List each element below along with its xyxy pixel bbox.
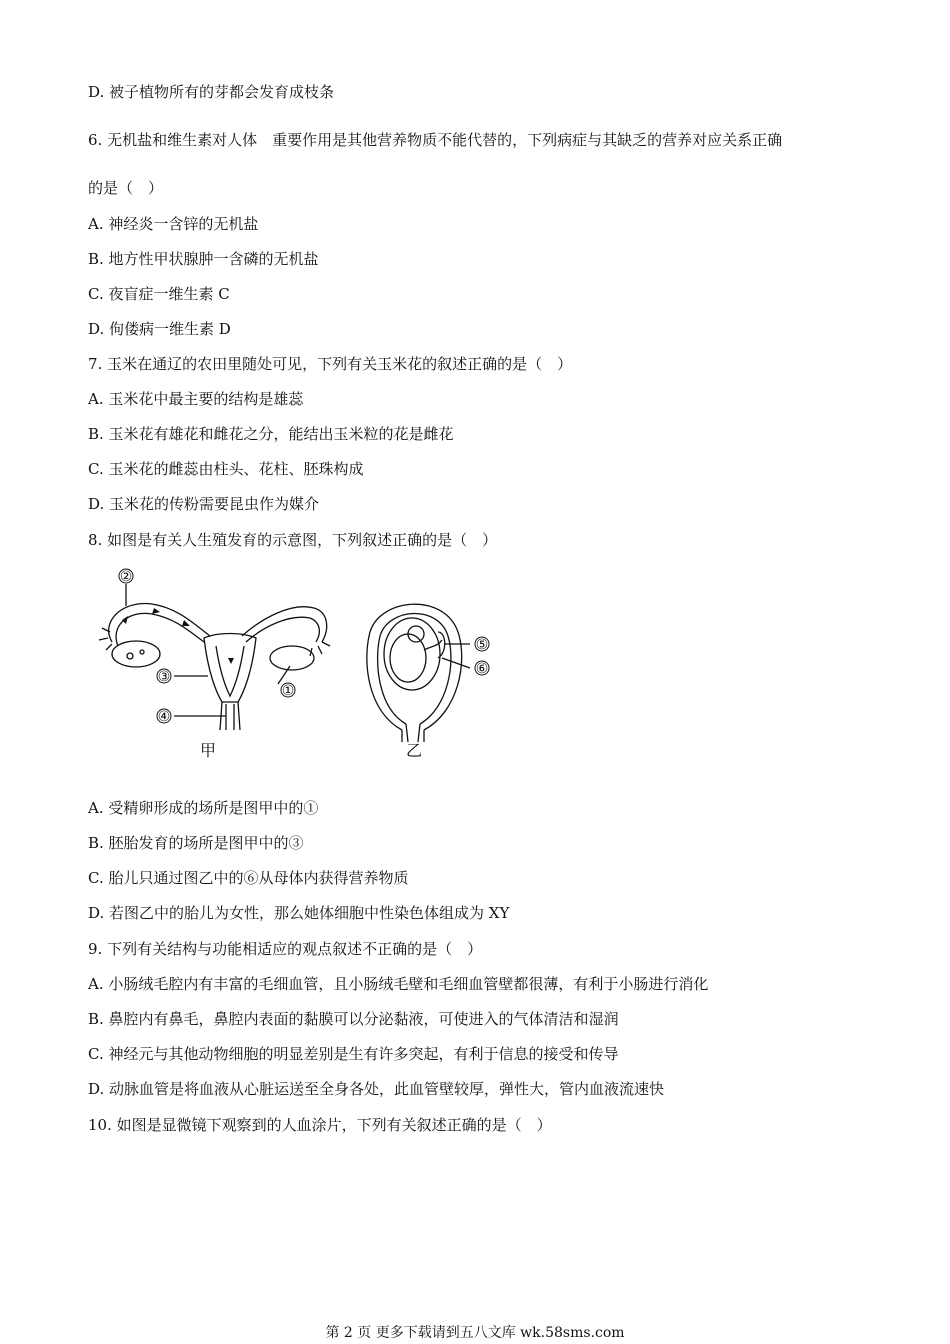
label-4: ④ bbox=[157, 709, 171, 725]
q6-option-c: C. 夜盲症一维生素 C bbox=[88, 285, 230, 303]
amniotic-sac bbox=[384, 618, 440, 690]
q6-option-b: B. 地方性甲状腺肿一含磷的无机盐 bbox=[88, 250, 319, 268]
label-6: ⑥ bbox=[475, 661, 489, 677]
right-fallopian-tube bbox=[242, 607, 327, 642]
page-footer: 第 2 页 更多下载请到五八文库 wk.58sms.com bbox=[325, 1325, 625, 1341]
right-fallopian-tube-inner bbox=[246, 617, 319, 642]
q6-option-d: D. 佝偻病一维生素 D bbox=[88, 320, 231, 338]
follicle-mark bbox=[127, 653, 133, 659]
reproduction-diagram bbox=[92, 562, 512, 772]
label-5: ⑤ bbox=[475, 637, 489, 653]
q8-option-d: D. 若图乙中的胎儿为女性，那么她体细胞中性染色体组成为 XY bbox=[88, 904, 510, 922]
q8-stem: 8. 如图是有关人生殖发育的示意图，下列叙述正确的是（ ） bbox=[88, 531, 498, 549]
q7-stem: 7. 玉米在通辽的农田里随处可见，下列有关玉米花的叙述正确的是（ ） bbox=[88, 355, 573, 373]
caption-yi: 乙 bbox=[405, 741, 423, 760]
q6-stem-cont: 的是（ ） bbox=[88, 179, 164, 197]
q9-stem: 9. 下列有关结构与功能相适应的观点叙述不正确的是（ ） bbox=[88, 940, 483, 958]
q9-option-c: C. 神经元与其他动物细胞的明显差别是生有许多突起，有利于信息的接受和传导 bbox=[88, 1045, 619, 1063]
vagina-inner bbox=[226, 704, 234, 730]
q9-option-d: D. 动脉血管是将血液从心脏运送至全身各处，此血管壁较厚，弹性大，管内血液流速快 bbox=[88, 1080, 665, 1098]
q6-option-a: A. 神经炎一含锌的无机盐 bbox=[88, 215, 259, 233]
left-fallopian-tube bbox=[109, 604, 210, 642]
q7-option-d: D. 玉米花的传粉需要昆虫作为媒介 bbox=[88, 495, 320, 513]
figure-right-labels bbox=[406, 637, 489, 760]
label-2: ② bbox=[119, 569, 133, 585]
uterus-inner-wall bbox=[378, 613, 451, 724]
pointer-line-6 bbox=[442, 658, 470, 668]
arrow-mark bbox=[182, 620, 190, 626]
figure-left-labels bbox=[119, 569, 295, 760]
q5-option-d: D. 被子植物所有的芽都会发育成枝条 bbox=[88, 83, 335, 101]
label-1: ① bbox=[281, 683, 295, 699]
uterus bbox=[204, 634, 256, 703]
right-ovary bbox=[270, 646, 314, 670]
q9-option-a: A. 小肠绒毛腔内有丰富的毛细血管，且小肠绒毛壁和毛细血管壁都很薄，有利于小肠进行消化 bbox=[88, 975, 709, 993]
uterus-outer-wall bbox=[367, 604, 462, 730]
q9-option-b: B. 鼻腔内有鼻毛，鼻腔内表面的黏膜可以分泌黏液，可使进入的气体清洁和湿润 bbox=[88, 1010, 619, 1028]
female-reproductive-system-diagram bbox=[99, 584, 330, 730]
left-ovary bbox=[112, 641, 160, 667]
arrow-mark bbox=[152, 608, 160, 614]
label-3: ③ bbox=[157, 669, 171, 685]
cervix bbox=[402, 724, 424, 742]
q6-stem: 6. 无机盐和维生素对人体 重要作用是其他营养物质不能代替的，下列病症与其缺乏的营养对应关系正确 bbox=[88, 131, 783, 149]
q7-option-c: C. 玉米花的雌蕊由柱头、花柱、胚珠构成 bbox=[88, 460, 364, 478]
q10-stem: 10. 如图是显微镜下观察到的人血涂片，下列有关叙述正确的是（ ） bbox=[88, 1116, 552, 1134]
arrow-mark bbox=[228, 658, 234, 664]
q7-option-b: B. 玉米花有雄花和雌花之分，能结出玉米粒的花是雌花 bbox=[88, 425, 454, 443]
q8-option-b: B. 胚胎发育的场所是图甲中的③ bbox=[88, 834, 304, 852]
follicle-mark bbox=[140, 650, 144, 654]
arrow-mark bbox=[122, 616, 128, 624]
caption-jia: 甲 bbox=[199, 741, 217, 760]
fetus-in-uterus-diagram bbox=[367, 604, 470, 742]
uterine-cavity bbox=[216, 646, 244, 696]
q8-option-a: A. 受精卵形成的场所是图甲中的① bbox=[88, 799, 319, 817]
q7-option-a: A. 玉米花中最主要的结构是雄蕊 bbox=[88, 390, 304, 408]
q8-option-c: C. 胎儿只通过图乙中的⑥从母体内获得营养物质 bbox=[88, 869, 409, 887]
